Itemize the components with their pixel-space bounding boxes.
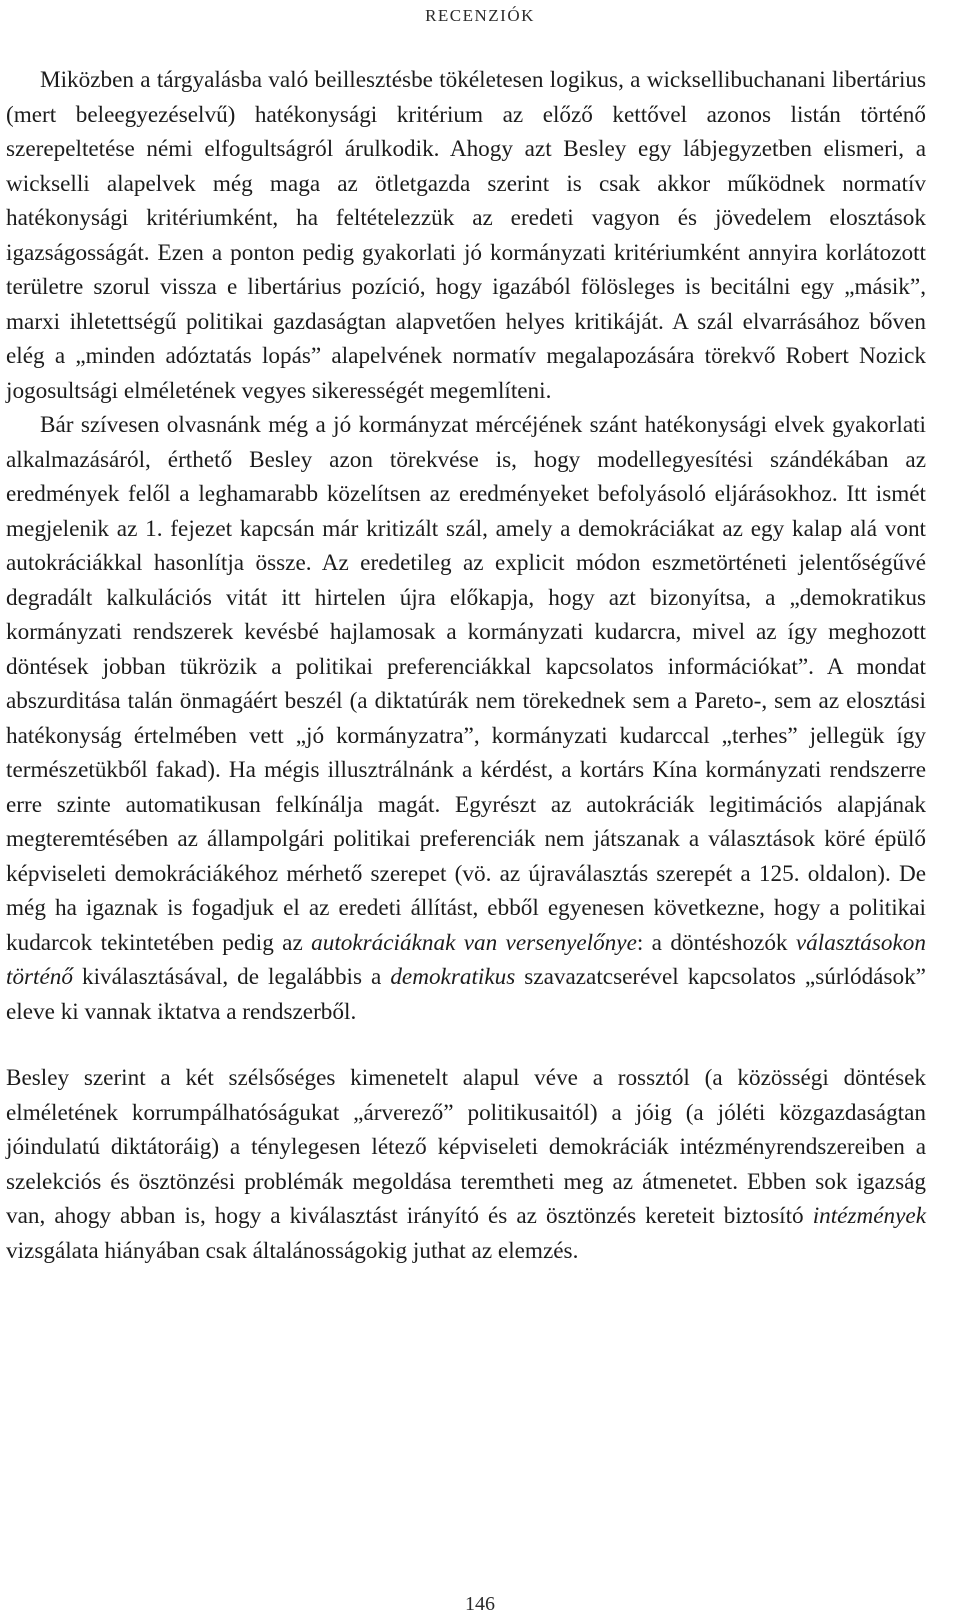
text-run-italic: autokráciáknak van versenyelőnye [311, 929, 637, 956]
text-run: kiválasztásával, de legalábbis a [72, 964, 391, 990]
paragraph [6, 408, 926, 1029]
paragraph [6, 1061, 926, 1268]
text-run: Miközben a tárgyalásba való beillesztésbe tökéletesen logikus, a wicksellibuchanani libertárius (mert beleegyezéselvű) hatékonysági kritérium az előző kettővel azonos listán történő szerepeltetése némi elfogultságról árulkodik. Ahogy azt Besley egy lábjegyzetben elismeri, a wickselli alapelvek még maga az ötletgazda szerint is csak akkor működnek normatív hatékonysági kritériumként, ha feltételezzük az eredeti vagyon és jövedelem elosztások igazságosságát. Ezen a ponton pedig gyakorlati jó kormányzati kritériumként annyira korlátozott területre szorul vissza e libertárius pozíció, hogy igazából fölösleges is becitálni egy „másik”, marxi ihletettségű politikai gazdaságtan alapvetően helyes kritikáját. A szál elvarrásához bőven elég a „minden adóztatás lopás” alapelvének normatív megalapozására törekvő Robert Nozick jogosultsági elméletének vegyes sikerességét megemlíteni. [6, 67, 926, 404]
running-header: RECENZIÓK [425, 6, 535, 25]
text-run: : a döntéshozók [636, 929, 796, 956]
page-number: 146 [465, 1593, 495, 1615]
text-run: szavazatcserével kapcsolatos „súrlódások” eleve ki vannak iktatva a rendszerből. [6, 964, 926, 1025]
text-run: Besley szerint a két szélsőséges kimenetelt alapul véve a rossztól (a közösségi döntések elméletének korrumpálhatóságukat „árverező” politikusaitól) a jóig (a jóléti közgazdaságtan jóindulatú diktátoráig) a ténylegesen létező képviseleti demokráciák intézményrendszereiben a szelekciós és ösztönzési problémák megoldása teremtheti meg az átmenetet. Ebben sok igazság van, ahogy abban is, hogy a kiválasztást irányító és az ösztönzés kereteit biztosító [6, 1065, 926, 1229]
text-run-italic: intézmények [812, 1203, 926, 1229]
text-run-italic: választásokon történő [6, 929, 926, 990]
text-run: Bár szívesen olvasnánk még a jó kormányzat mércéjének szánt hatékonysági elvek gyakorlati alkalmazásáról, érthető Besley azon törekvése is, hogy modellegyesítési szándékában az eredmények felől a leghamarabb közelítsen az eredményeket befolyásoló eljárásokhoz. Itt ismét megjelenik az 1. fejezet kapcsán már kritizált szál, amely a demokráciákat az egy kalap alá vont autokráciákkal hasonlítja össze. Az eredetileg az explicit módon eszmetörténeti jelentőségűvé degradált kalkulációs vitát itt hirtelen újra előkapja, hogy azt bizonyítsa, a „demokratikus kormányzati rendszerek kevésbé hajlamosak a kormányzati kudarcra, mivel az így meghozott döntések jobban tükrözik a politikai preferenciákkal kapcsolatos információkat”. A mondat abszurditása talán önmagáért beszél (a diktatúrák nem törekednek sem a Pareto-, sem az elosztási hatékonyság értelmében vett „jó kormányzatra”, kormányzati kudarccal „terhes” jellegük így természetükből fakad). Ha mégis illusztrálnánk a kérdést, a kortárs Kína kormányzati rendszerre erre szinte automatikusan felkínálja magát. Egyrészt az autokráciák legitimációs alapjának megteremtésében az állampolgári politikai preferenciák nem játszanak a választások köré épülő képviseleti demokráciákéhoz mérhető szerepet (vö. az újraválasztás szerepét a 125. oldalon). De még ha igaznak is fogadjuk el az eredeti állítást, ebből egyenesen következne, hogy a politikai kudarcok tekintetében pedig az [6, 412, 926, 956]
text-run: vizsgálata hiányában csak általánosságokig juthat az elemzés. [6, 1237, 579, 1264]
paragraph [6, 63, 926, 408]
text-run-italic: demokratikus [390, 964, 516, 990]
article-body [6, 63, 926, 1268]
